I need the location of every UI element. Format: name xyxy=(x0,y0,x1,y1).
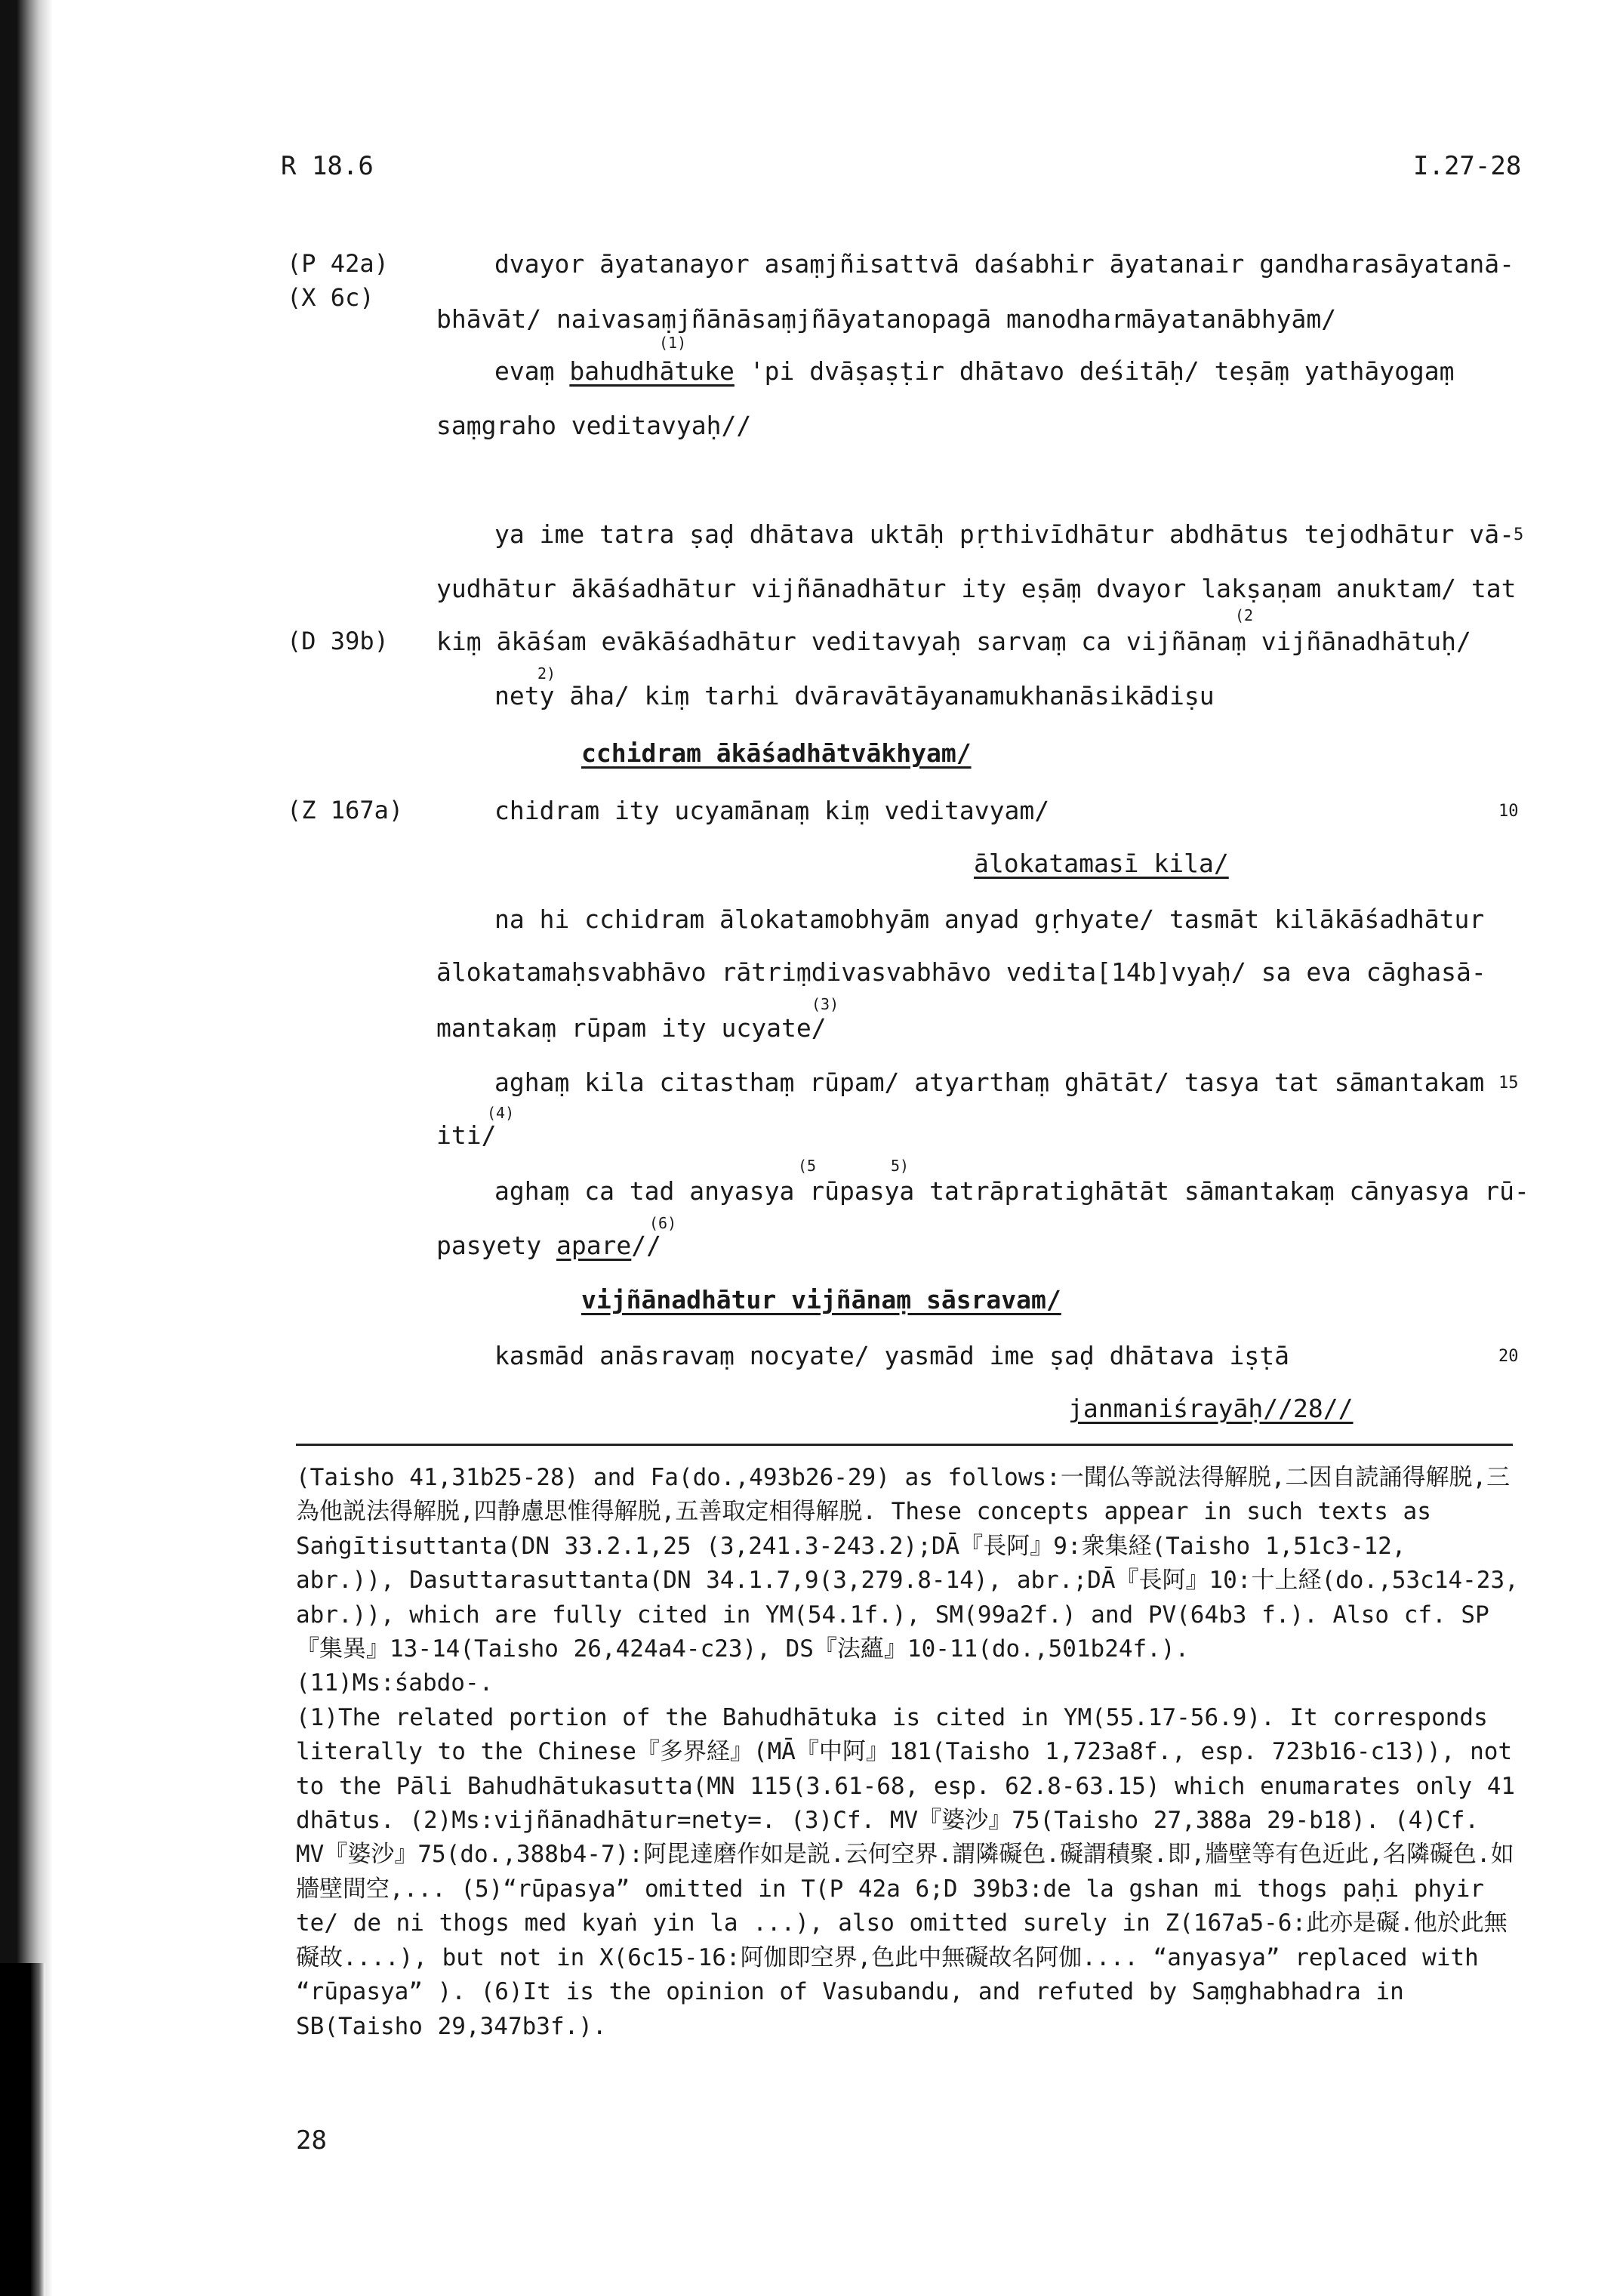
footnote-mark: (5 xyxy=(798,1157,817,1175)
text-line: bhāvāt/ naivasaṃjñānāsaṃjñāyatanopagā manodharmāyatanābhyām/ xyxy=(436,304,1337,334)
text-line: aghaṃ kila citasthaṃ rūpam/ atyarthaṃ ghātāt/ tasya tat sāmantakam xyxy=(494,1068,1485,1097)
verse-heading: cchidram ākāśadhātvākhyam/ xyxy=(581,738,972,768)
verse-heading: janmaniśrayāḥ//28// xyxy=(1068,1394,1354,1423)
text-line: pasyety apare// xyxy=(436,1231,662,1260)
scan-edge-shadow xyxy=(0,1963,45,2296)
text-line: chidram ity ucyamānaṃ kiṃ veditavyam/ xyxy=(494,796,1050,825)
text-line: evaṃ bahudhātuke 'pi dvāṣaṣṭir dhātavo deśitāḥ/ teṣāṃ yathāyogaṃ xyxy=(494,356,1455,386)
line-number: 15 xyxy=(1498,1074,1519,1093)
text-line: iti/ xyxy=(436,1120,497,1150)
header-left: R 18.6 xyxy=(281,151,374,181)
text-line: nety āha/ kiṃ tarhi dvāravātāyanamukhanāsikādiṣu xyxy=(494,681,1215,710)
footnote-mark: (2 xyxy=(1235,606,1254,624)
margin-ref-d39b: (D 39b) xyxy=(287,627,389,655)
line-number: 20 xyxy=(1498,1347,1519,1366)
margin-ref-x6c: (X 6c) xyxy=(287,283,374,312)
text-line: ālokatamaḥsvabhāvo rātriṃdivasvabhāvo vedita[14b]vyaḥ/ sa eva cāghasā- xyxy=(436,957,1486,987)
book-spine-shadow xyxy=(0,0,53,2296)
margin-ref-z167a: (Z 167a) xyxy=(287,796,404,824)
footnotes xyxy=(296,1461,1519,2044)
header-right: I.27-28 xyxy=(1413,151,1522,181)
footnote-rule xyxy=(296,1444,1513,1446)
text-line: yudhātur ākāśadhātur vijñānadhātur ity eṣāṃ dvayor lakṣaṇam anuktam/ tat xyxy=(436,574,1517,603)
text-line: dvayor āyatanayor asaṃjñisattvā daśabhir āyatanair gandharasāyatanā- xyxy=(494,249,1515,279)
margin-ref-p42a: (P 42a) xyxy=(287,249,389,278)
footnote-mark: (6) xyxy=(649,1214,677,1232)
footnote-mark: (3) xyxy=(812,995,839,1013)
footnote-paragraph: (1)The related portion of the Bahudhātuka is cited in YM(55.17-56.9). It corresponds literally to the Chinese『多界経』(MĀ『中阿』181(Taisho 1,723a8f., esp. 723b16-c13)), not to the Pāli Bahudhātukasutta(MN 115(3.61-68, esp. 62.8-63.15) which enumarates only 41 dhātus. (2)Ms:vijñānadhātur=nety=. (3)Cf. MV『婆沙』75(Taisho 27,388a 29-b18). (4)Cf. MV『婆沙』75(do.,388b4-7):阿毘達磨作如是説.云何空界.謂隣礙色.礙謂積聚.即,牆壁等有色近此,名隣礙色.如牆壁間空,... (5)“rūpasya” omitted in T(P 42a 6;D 39b3:de la gshan mi thogs paḥi phyir te/ de ni thogs med kyaṅ yin la ...), also omitted surely in Z(167a5-6:此亦是礙.他於此無礙故....), but not in X(6c15-16:阿伽即空界,色此中無礙故名阿伽.... “anyasya” replaced with “rūpasya” ). (6)It is the opinion of Vasubandu, and refuted by Saṃghabhadra in SB(Taisho 29,347b3f.). xyxy=(296,1703,1516,2040)
footnote-mark: 2) xyxy=(537,664,556,683)
verse-heading: vijñānadhātur vijñānaṃ sāsravam/ xyxy=(581,1285,1061,1314)
underlined-term: bahudhātuke xyxy=(569,356,735,386)
text-line: kiṃ ākāśam evākāśadhātur veditavyaḥ sarvaṃ ca vijñānaṃ vijñānadhātuḥ/ xyxy=(436,627,1471,656)
footnote-mark: (4) xyxy=(487,1104,515,1122)
verse-heading: ālokatamasī kila/ xyxy=(974,849,1229,878)
page-number: 28 xyxy=(296,2125,327,2156)
underlined-term: apare xyxy=(556,1231,632,1260)
footnote-paragraph: (Taisho 41,31b25-28) and Fa(do.,493b26-29) as follows:一聞仏等説法得解脱,二因自読誦得解脱,三為他説法得解脱,四静慮思惟得解脱,五善取定相得解脱. These concepts appear in such texts as Saṅgītisuttanta(DN 33.2.1,25 (3,241.3-243.2);DĀ『長阿』9:衆集経(Taisho 1,51c3-12, abr.)), Dasuttarasuttanta(DN 34.1.7,9(3,279.8-14), abr.;DĀ『長阿』10:十上経(do.,53c14-23, abr.)), which are fully cited in YM(54.1f.), SM(99a2f.) and PV(64b3 f.). Also cf. SP『集異』13-14(Taisho 26,424a4-c23), DS『法蘊』10-11(do.,501b24f.). xyxy=(296,1464,1519,1663)
footnote-mark: (1) xyxy=(659,334,687,352)
text-line: ya ime tatra ṣaḍ dhātava uktāḥ pṛthivīdhātur abdhātus tejodhātur vā- xyxy=(494,519,1515,549)
text-line: saṃgraho veditavyaḥ// xyxy=(436,411,752,440)
line-number: 5 xyxy=(1514,525,1524,544)
text-line: mantakaṃ rūpam ity ucyate/ xyxy=(436,1013,827,1043)
footnote-mark: 5) xyxy=(891,1157,910,1175)
text-line: na hi cchidram ālokatamobhyām anyad gṛhyate/ tasmāt kilākāśadhātur xyxy=(494,905,1485,934)
footnote-paragraph: (11)Ms:śabdo-. xyxy=(296,1669,494,1697)
text-line: kasmād anāsravaṃ nocyate/ yasmād ime ṣaḍ dhātava iṣṭā xyxy=(494,1341,1289,1370)
line-number: 10 xyxy=(1498,802,1519,821)
text-line: aghaṃ ca tad anyasya rūpasya tatrāpratighātāt sāmantakaṃ cānyasya rū- xyxy=(494,1176,1529,1206)
